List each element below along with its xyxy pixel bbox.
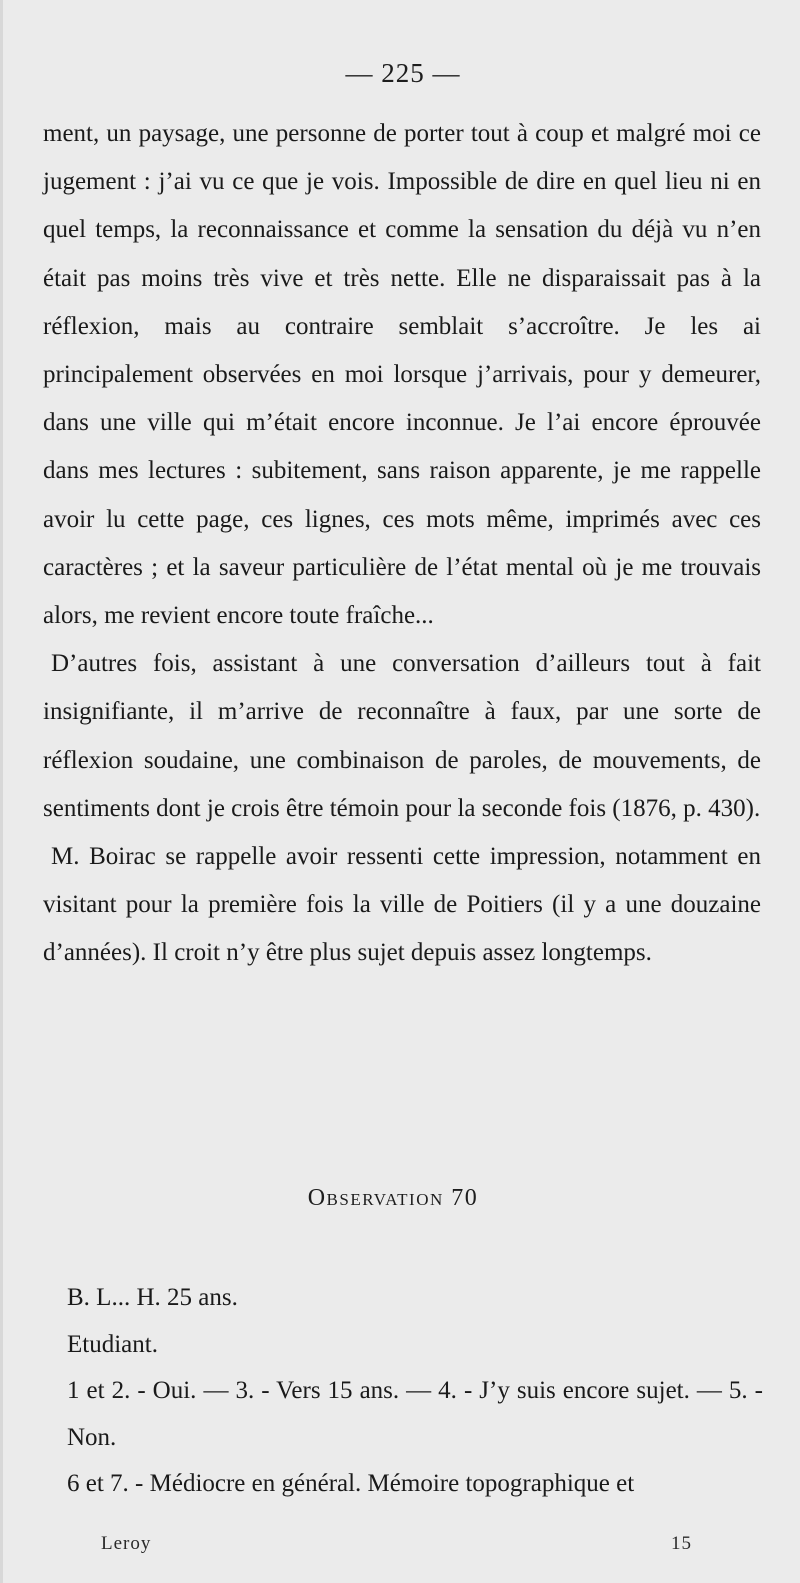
observation-line-subject: B. L... H. 25 ans. bbox=[67, 1284, 238, 1311]
paragraph-1: ment, un paysage, une personne de porter tout à coup et malgré moi ce jugement : j’ai vu ce que je vois. Impossible de dire en quel lieu ni en quel temps, la reconnaissance et comme la sensation du déjà vu n’en était pas moins très vive et très nette. Elle ne disparaissait pas à la réflexion, mais au contraire semblait s’accroître. Je les ai principalement observées en moi lorsque j’arrivais, pour y demeurer, dans une ville qui m’était encore inconnue. Je l’ai encore éprouvée dans mes lectures : subitement, sans raison apparente, je me rappelle avoir lu cette page, ces lignes, ces mots même, imprimés avec ces caractères ; et la saveur particulière de l’état mental où je me trouvais alors, me revient encore toute fraîche... bbox=[43, 120, 761, 630]
footer-signature-mark: 15 bbox=[671, 1533, 692, 1554]
body-text bbox=[43, 110, 761, 978]
observation-line-occupation: Etudiant. bbox=[67, 1330, 158, 1358]
observation-line-answers-1: 1 et 2. - Oui. — 3. - Vers 15 ans. — 4. - J’y suis encore sujet. — 5. - Non. bbox=[67, 1377, 763, 1451]
observation-line-answers-2: 6 et 7. - Médiocre en général. Mémoire topographique et bbox=[67, 1470, 635, 1497]
paragraph-3: M. Boirac se rappelle avoir ressenti cette impression, notamment en visitant pour la première fois la ville de Poitiers (il y a une douzaine d’années). Il croit n’y être plus sujet depuis assez longtemps. bbox=[43, 843, 761, 967]
page-number: — 225 — bbox=[345, 58, 461, 88]
footer-author: Leroy bbox=[101, 1533, 152, 1554]
paragraph-2: D’autres fois, assistant à une conversation d’ailleurs tout à fait insignifiante, il m’arrive de reconnaître à faux, par une sorte de réflexion soudaine, une combinaison de paroles, de mouvements, de sentiments dont je crois être témoin pour la seconde fois (1876, p. 430). bbox=[43, 650, 761, 822]
observation-heading: Observation 70 bbox=[307, 1185, 479, 1211]
observation-text bbox=[51, 1275, 763, 1508]
